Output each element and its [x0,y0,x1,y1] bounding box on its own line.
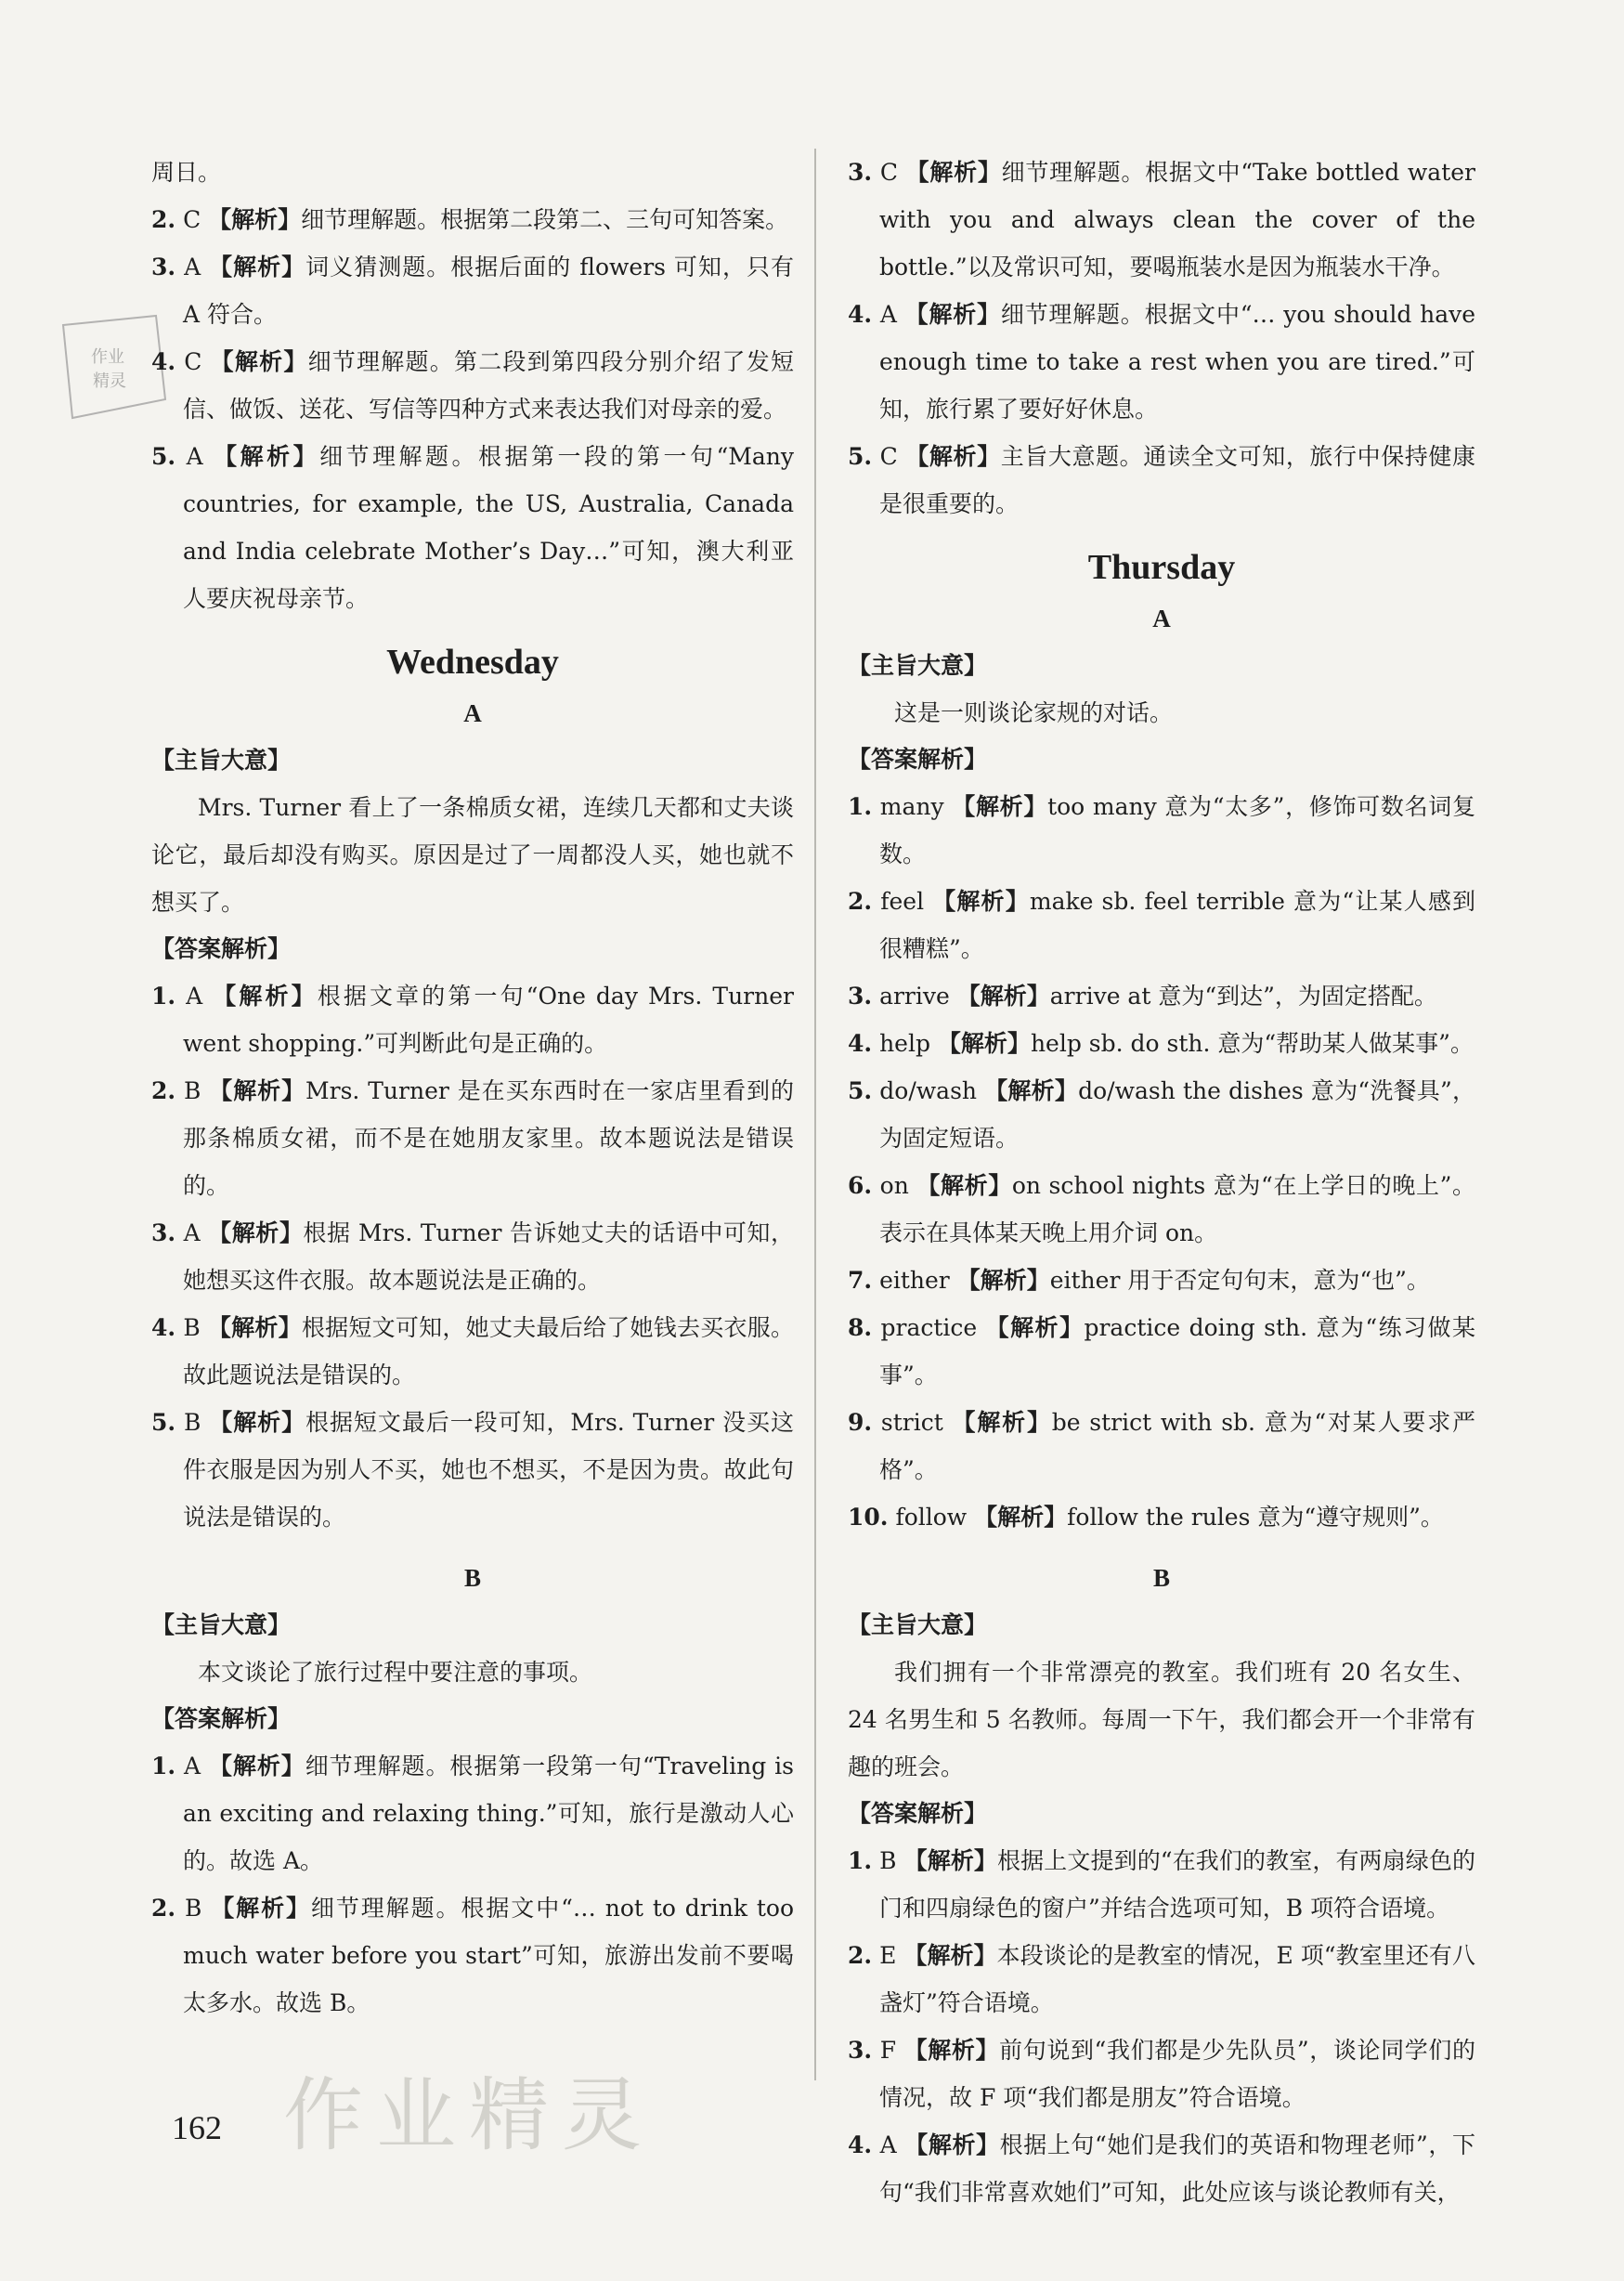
answer-key: B [184,1895,202,1922]
answer-item [151,1067,794,1209]
answer-item [848,1399,1475,1493]
thursday-part-b: B [1152,1564,1170,1592]
answer-number: 2. [151,1895,176,1922]
answer-item [151,1742,794,1884]
answer-key: feel [880,888,925,915]
answer-number: 4. [151,348,176,375]
analysis-tag: 【解析】 [903,1942,997,1969]
answer-key: A [186,443,203,470]
page-number: 162 [172,2109,222,2146]
answer-number: 5. [151,1409,176,1436]
thursday-title: Thursday [1087,548,1236,587]
answer-item [151,1399,794,1541]
answer-key: many [879,793,944,820]
analysis-tag: 【解析】 [209,254,306,280]
analysis-text: too many 意为“太多”，修饰可数名词复数。 [879,793,1475,867]
analysis-text: 根据 Mrs. Turner 告诉她丈夫的话语中可知，她想买这件衣服。故本题说法是正确的。 [183,1219,794,1294]
analysis-tag: 【解析】 [985,1314,1085,1341]
answer-key: strict [880,1409,943,1436]
answer-key: A [184,1753,201,1779]
analysis-tag: 【解析】 [210,348,308,375]
column-divider [814,149,816,2080]
answer-number: 3. [848,2037,873,2064]
answer-number: 4. [848,1030,873,1057]
answer-item [848,1493,1475,1541]
answer-item [848,1932,1475,2027]
analysis-text: 本段谈论的是教室的情况，E 项“教室里还有八盏灯”符合语境。 [879,1942,1475,2016]
answer-number: 2. [151,1077,176,1104]
answer-item [151,1209,794,1304]
analysis-tag: 【解析】 [916,1172,1012,1199]
answer-item [151,1884,794,2027]
answer-number: 10. [848,1504,889,1531]
watermark-text: 作业精灵 [283,2069,655,2162]
answer-number: 3. [151,254,176,280]
answer-key: help [879,1030,930,1057]
analysis-text: 根据文章的第一句“One day Mrs. Turner went shopping.”可判断此句是正确的。 [183,983,794,1057]
answer-key: A [879,301,897,328]
answer-item [848,433,1475,528]
answer-item [848,1162,1475,1257]
main-idea-text: 我们拥有一个非常漂亮的教室。我们班有 20 名女生、24 名男生和 5 名教师。每周一下午，我们都会开一个非常有趣的班会。 [848,1659,1475,1780]
answer-number: 5. [151,443,176,470]
answer-number: 7. [848,1267,873,1294]
answer-number: 5. [848,443,873,470]
analysis-text: 根据短文可知，她丈夫最后给了她钱去买衣服。故此题说法是错误的。 [183,1314,794,1388]
answer-key: C [184,348,202,375]
answer-key: C [879,443,898,470]
answer-number: 4. [848,301,873,328]
analysis-text: 细节理解题。根据文中“Take bottled water with you and always clean the cover of the bottle.”以及常识可知，要喝瓶装水是因为瓶装水干净。 [879,159,1475,280]
answer-item [151,433,794,622]
analysis-text: be strict with sb. 意为“对某人要求严格”。 [879,1409,1475,1483]
analysis-tag: 【解析】 [208,1753,305,1779]
analysis-tag: 【解析】 [903,2037,1000,2064]
analysis-text: arrive at 意为“到达”，为固定搭配。 [1049,983,1437,1010]
analysis-tag: 【解析】 [213,983,318,1010]
stamp-line-2: 精灵 [93,371,126,391]
analysis-tag: 【解析】 [905,443,1001,470]
thursday-part-a: A [1152,605,1171,632]
answer-item [151,1304,794,1399]
wednesday-part-b: B [463,1564,481,1592]
answer-label: 【答案解析】 [848,746,988,773]
answer-item [848,972,1475,1020]
analysis-tag: 【解析】 [211,1895,311,1922]
analysis-text: either 用于否定句句末，意为“也”。 [1049,1267,1430,1294]
stamp-line-1: 作业 [91,347,124,367]
answer-number: 1. [848,1847,873,1874]
analysis-text: 根据上句“她们是我们的英语和物理老师”，下句“我们非常喜欢她们”可知，此处应该与谈论教师有关， [879,2131,1475,2206]
answer-key: follow [895,1504,968,1531]
main-idea-label: 【主旨大意】 [151,747,292,774]
answer-key: E [879,1942,897,1969]
answer-key: A [184,254,201,280]
answer-number: 8. [848,1314,873,1341]
main-idea-text: Mrs. Turner 看上了一条棉质女裙，连续几天都和丈夫谈论它，最后却没有购买。原因是过了一周都没人买，她也就不想买了。 [151,794,794,916]
answer-item [848,291,1475,433]
main-idea-label: 【主旨大意】 [848,652,988,679]
answer-number: 4. [848,2131,873,2158]
analysis-text: help sb. do sth. 意为“帮助某人做某事”。 [1030,1030,1474,1057]
intro-answer-list [151,196,794,622]
answer-number: 2. [848,888,873,915]
thursday-b-answer-list [848,1837,1475,2216]
answer-number: 1. [848,793,873,820]
right-column [848,149,1475,2216]
main-idea-text: 这是一则谈论家规的对话。 [894,699,1174,726]
analysis-tag: 【解析】 [208,1219,304,1246]
wednesday-part-a: A [463,699,482,727]
answer-key: B [184,1077,201,1104]
answer-item [151,338,794,433]
answer-item [848,1304,1475,1399]
analysis-tag: 【解析】 [937,1030,1031,1057]
main-idea-text: 本文谈论了旅行过程中要注意的事项。 [198,1659,593,1686]
main-idea-label: 【主旨大意】 [848,1611,988,1638]
analysis-text: 根据上文提到的“在我们的教室，有两扇绿色的门和四扇绿色的窗户”并结合选项可知，B 项符合语境。 [879,1847,1475,1922]
analysis-text: follow the rules 意为“遵守规则”。 [1067,1504,1444,1531]
analysis-tag: 【解析】 [904,301,1001,328]
analysis-text: 细节理解题。根据文中“… you should have enough time to take a rest when you are tired.”可知，旅行累了要好好休息。 [879,301,1476,423]
carry-over-text: 周日。 [151,159,222,186]
answer-item [848,1837,1475,1932]
answer-item [848,783,1475,878]
wednesday-b-answer-list [151,1742,794,2027]
wednesday-a-answer-list [151,972,794,1541]
answer-number: 1. [151,1753,176,1779]
main-idea-label: 【主旨大意】 [151,1611,292,1638]
answer-key: practice [880,1314,978,1341]
answer-item [151,243,794,338]
analysis-text: 主旨大意题。通读全文可知，旅行中保持健康是很重要的。 [879,443,1475,517]
analysis-tag: 【解析】 [974,1504,1068,1531]
answer-item [151,972,794,1067]
analysis-tag: 【解析】 [905,159,1002,186]
answer-key: B [184,1409,201,1436]
answer-label: 【答案解析】 [151,1705,292,1732]
analysis-text: make sb. feel terrible 意为“让某人感到很糟糕”。 [879,888,1475,962]
analysis-tag: 【解析】 [214,443,320,470]
analysis-tag: 【解析】 [209,1409,306,1436]
analysis-tag: 【解析】 [207,1314,302,1341]
analysis-text: practice doing sth. 意为“练习做某事”。 [879,1314,1475,1388]
wednesday-title: Wednesday [386,643,559,682]
left-column [151,149,794,2027]
analysis-tag: 【解析】 [903,1847,998,1874]
analysis-tag: 【解析】 [932,888,1030,915]
answer-key: B [879,1847,897,1874]
answer-item [848,1020,1475,1067]
analysis-text: 细节理解题。根据文中“… not to drink too much water before you start”可知，旅游出发前不要喝太多水。故选 B。 [183,1895,794,2016]
answer-key: F [879,2037,897,2064]
answer-number: 6. [848,1172,873,1199]
analysis-tag: 【解析】 [952,793,1048,820]
answer-number: 9. [848,1409,873,1436]
analysis-text: 词义猜测题。根据后面的 flowers 可知，只有 A 符合。 [183,254,794,328]
analysis-text: 细节理解题。根据第一段第一句“Traveling is an exciting and relaxing thing.”可知，旅行是激动人心的。故选 A。 [183,1753,794,1874]
answer-key: do/wash [879,1077,978,1104]
answer-key: arrive [879,983,950,1010]
analysis-tag: 【解析】 [904,2131,1000,2158]
answer-item [848,1257,1475,1304]
analysis-text: 细节理解题。根据第一段的第一句“Many countries, for example, the US, Australia, Canada and India celebrate Mother’s Day…”可知，澳大利亚人要庆祝母亲节。 [183,443,794,612]
answer-number: 3. [151,1219,176,1246]
answer-key: on [879,1172,909,1199]
answer-number: 4. [151,1314,176,1341]
answer-number: 5. [848,1077,873,1104]
answer-key: C [183,206,201,233]
analysis-text: on school nights 意为“在上学日的晚上”。表示在具体某天晚上用介词 on。 [879,1172,1475,1246]
analysis-text: Mrs. Turner 是在买东西时在一家店里看到的那条棉质女裙，而不是在她朋友家里。故本题说法是错误的。 [183,1077,794,1199]
analysis-tag: 【解析】 [956,1267,1050,1294]
answer-item [848,1067,1475,1162]
analysis-text: 前句说到“我们都是少先队员”，谈论同学们的情况，故 F 项“我们都是朋友”符合语境。 [879,2037,1475,2111]
analysis-text: 根据短文最后一段可知，Mrs. Turner 没买这件衣服是因为别人不买，她也不想买，不是因为贵。故此句说法是错误的。 [183,1409,794,1531]
analysis-tag: 【解析】 [209,1077,306,1104]
thursday-a-answer-list [848,783,1475,1541]
answer-number: 3. [848,983,873,1010]
answer-item [848,2027,1475,2121]
answer-number: 1. [151,983,176,1010]
answer-number: 2. [848,1942,873,1969]
answer-key: A [186,983,203,1010]
answer-label: 【答案解析】 [151,935,292,962]
wednesday-b-answer-list-continued [848,149,1475,528]
answer-number: 2. [151,206,176,233]
answer-key: C [879,159,898,186]
analysis-tag: 【解析】 [208,206,302,233]
analysis-text: 细节理解题。第二段到第四段分别介绍了发短信、做饭、送花、写信等四种方式来表达我们对母亲的爱。 [183,348,794,423]
answer-item [151,196,794,243]
answer-key: either [879,1267,950,1294]
answer-item [848,2121,1475,2216]
answer-label: 【答案解析】 [848,1800,988,1827]
analysis-text: do/wash the dishes 意为“洗餐具”，为固定短语。 [879,1077,1476,1152]
answer-item [848,149,1475,291]
analysis-tag: 【解析】 [984,1077,1079,1104]
analysis-tag: 【解析】 [952,1409,1052,1436]
answer-key: A [879,2131,897,2158]
analysis-tag: 【解析】 [956,983,1050,1010]
answer-key: B [183,1314,201,1341]
answer-item [848,878,1475,972]
answer-number: 3. [848,159,873,186]
analysis-text: 细节理解题。根据第二段第二、三句可知答案。 [301,206,789,233]
answer-key: A [183,1219,201,1246]
